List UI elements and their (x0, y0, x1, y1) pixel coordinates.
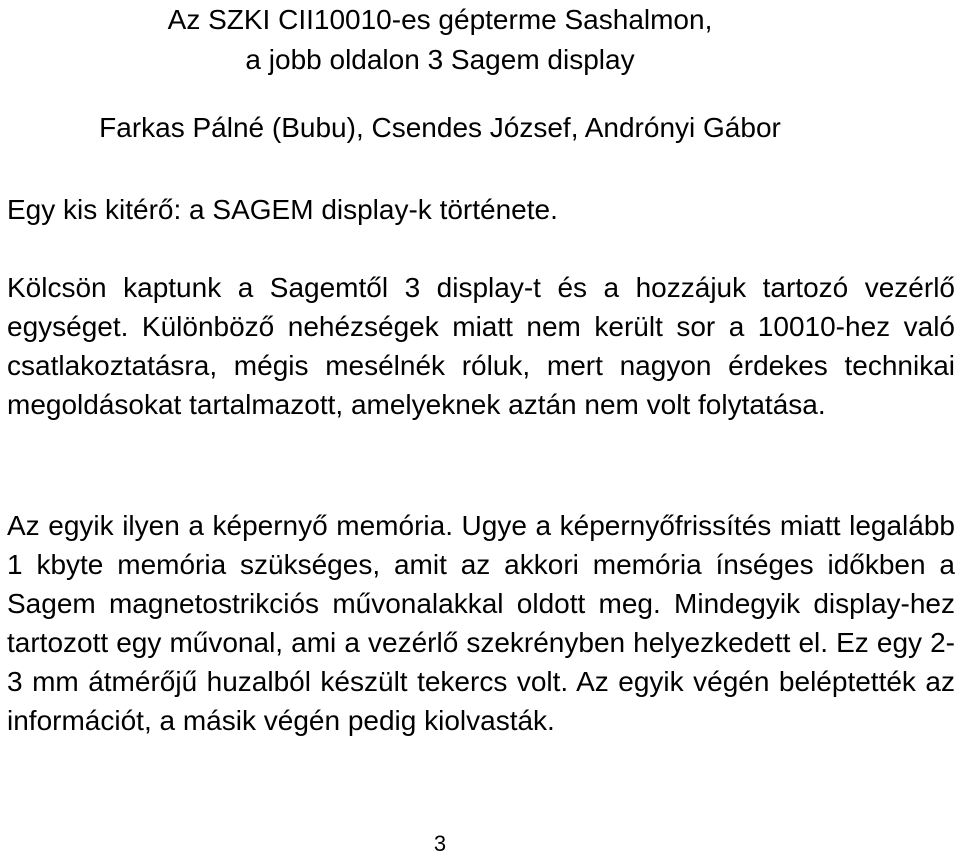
paragraph-2: Az egyik ilyen a képernyő memória. Ugye a képernyőfrissítés miatt legalább 1 kbyte memória szükséges, amit az akkori memória ínséges időkben a Sagem magnetostrikciós művonalakkal oldott meg. Mindegyik display-hez tartozott egy művonal, ami a vezérlő szekrényben helyezkedett el. Ez egy 2-3 mm átmérőjű huzalból készült tekercs volt. Az egyik végén beléptették az információt, a másik végén pedig kiolvasták. (7, 510, 955, 736)
caption-line-1: Az SZKI CII10010-es gépterme Sashalmon, (167, 4, 713, 35)
photo-caption (0, 0, 880, 80)
caption-line-2: a jobb oldalon 3 Sagem display (245, 44, 635, 75)
section-heading: Egy kis kitérő: a SAGEM display-k története. (7, 194, 558, 225)
page-number: 3 (433, 831, 447, 856)
authors-line: Farkas Pálné (Bubu), Csendes József, Andrónyi Gábor (99, 112, 781, 143)
paragraph-1: Kölcsön kaptunk a Sagemtől 3 display-t és a hozzájuk tartozó vezérlő egységet. Különböző nehézségek miatt nem került sor a 10010-hez való csatlakoztatásra, mégis mesélnék róluk, mert nagyon érdekes technikai megoldásokat tartalmazott, amelyeknek aztán nem volt folytatása. (7, 272, 955, 420)
